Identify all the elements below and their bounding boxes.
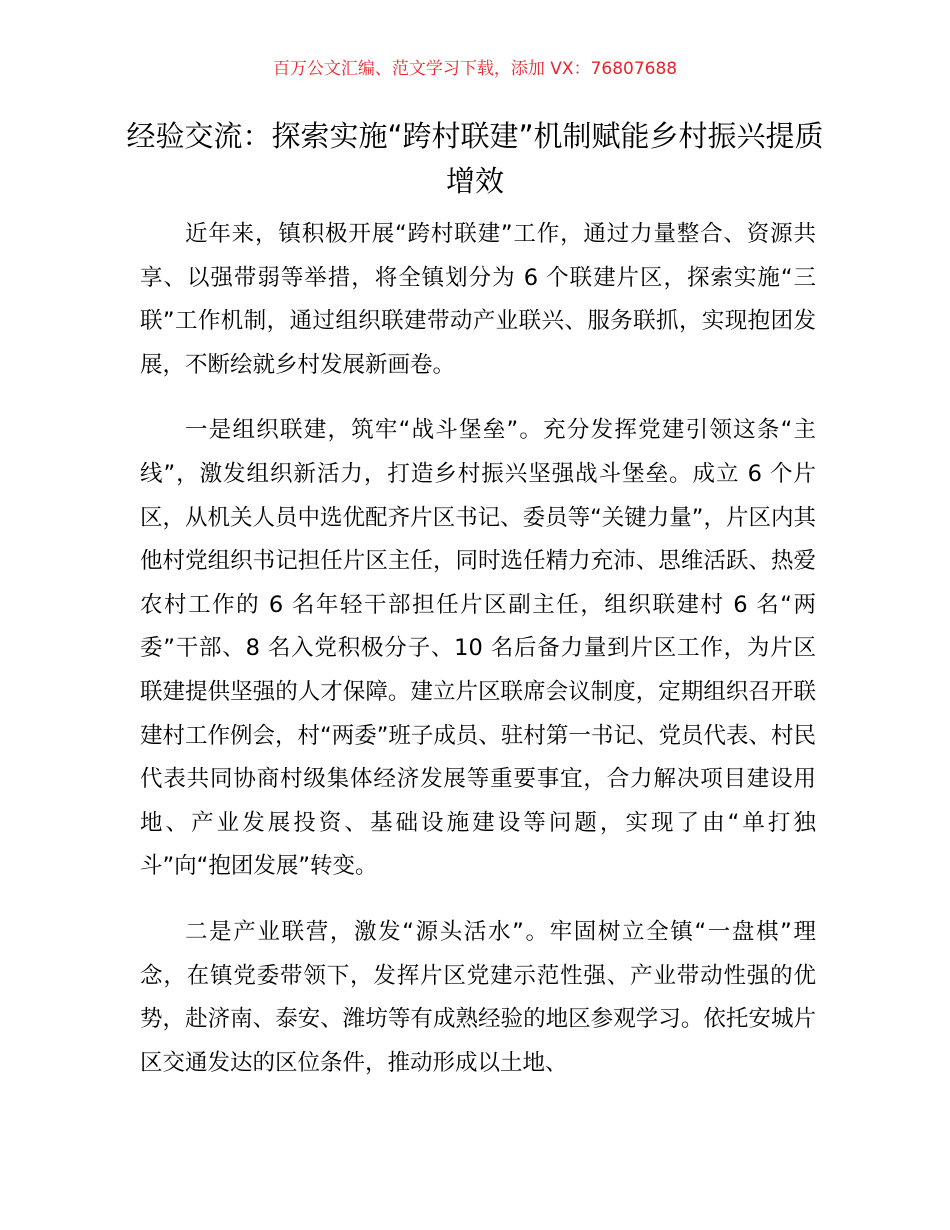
paragraph-intro: 近年来，镇积极开展“跨村联建”工作，通过力量整合、资源共享、以强带弱等举措，将全镇划分为 6 个联建片区，探索实施“三联”工作机制，通过组织联建带动产业联兴、服务联抓，实现抱团发展，不断绘就乡村发展新画卷。 <box>140 221 816 378</box>
paragraph-industry: 二是产业联营，激发“源头活水”。牢固树立全镇“一盘棋”理念，在镇党委带领下，发挥片区党建示范性强、产业带动性强的优势，赴济南、泰安、潍坊等有成熟经验的地区参观学习。依托安城片区交通发达的区位条件，推动形成以土地、 <box>140 918 816 1076</box>
document-title: 经验交流：探索实施“跨村联建”机制赋能乡村振兴提质增效 <box>126 119 824 198</box>
paragraph-organization: 一是组织联建，筑牢“战斗堡垒”。充分发挥党建引领这条“主线”，激发组织新活力，打造乡村振兴坚强战斗堡垒。成立 6 个片区，从机关人员中选优配齐片区书记、委员等“关键力量”，片区内其他村党组织书记担任片区主任，同时选任精力充沛、思维活跃、热爱农村工作的 6 名年轻干部担任片区副主任，组织联建村 6 名“两委”干部、8 名入党积极分子、10 名后备力量到片区工作，为片区联建提供坚强的人才保障。建立片区联席会议制度，定期组织召开联建村工作例会，村“两委”班子成员、驻村第一书记、党员代表、村民代表共同协商村级集体经济发展等重要事宜，合力解决项目建设用地、产业发展投资、基础设施建设等问题，实现了由“单打独斗”向“抱团发展”转变。 <box>140 417 816 880</box>
document-body <box>140 213 816 1107</box>
header-banner: 百万公文汇编、范文学习下载，添加 VX：76807688 <box>272 59 678 79</box>
